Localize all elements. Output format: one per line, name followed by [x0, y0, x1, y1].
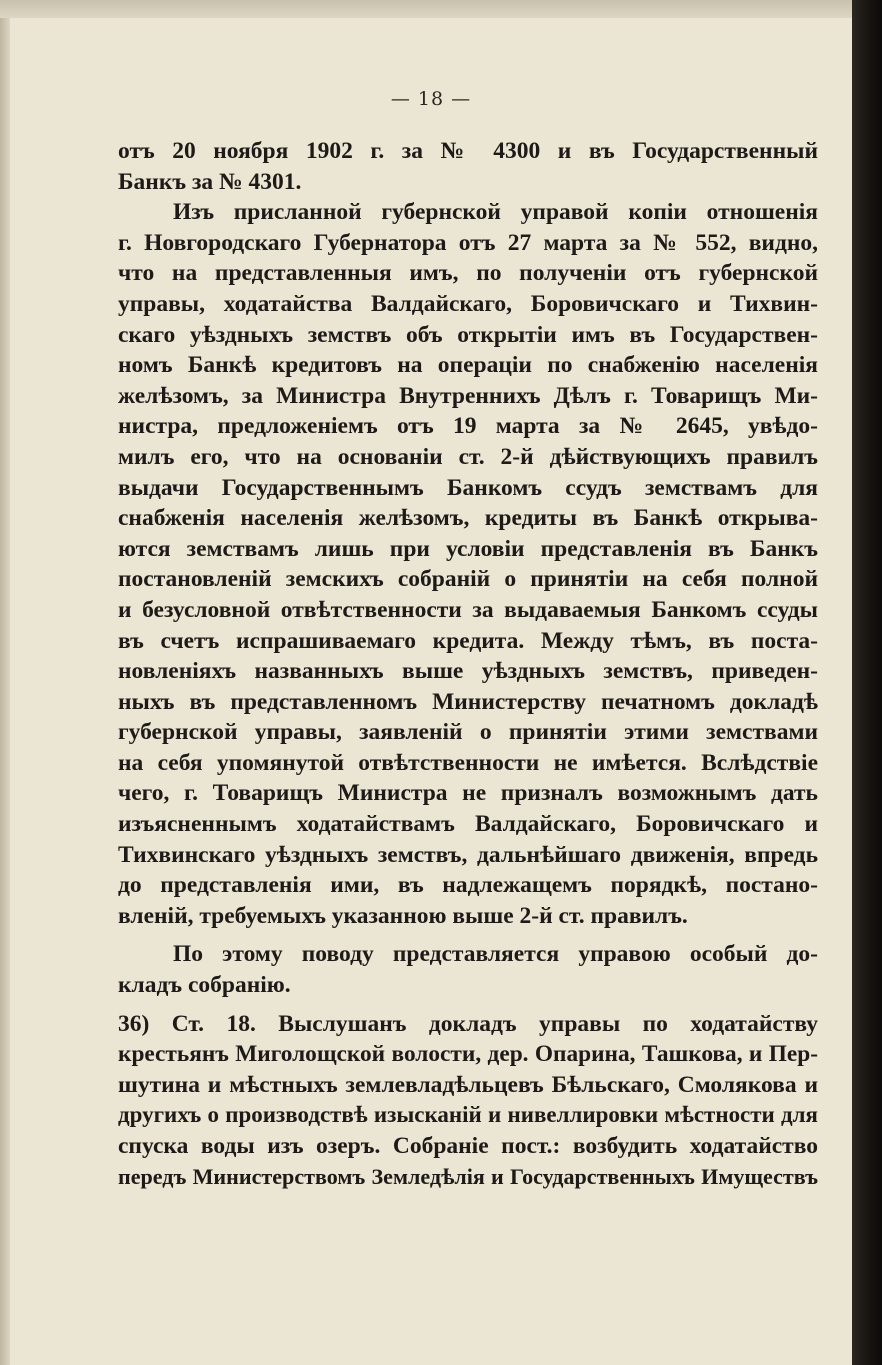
- text-line: что на представленныя имъ, по полученіи отъ губернской: [118, 260, 818, 287]
- text-line: скаго уѣздныхъ земствъ объ открытіи имъ въ Государствен-: [118, 321, 818, 348]
- text-line: шутина и мѣстныхъ землевладѣльцевъ Бѣльскаго, Смолякова и: [118, 1071, 818, 1098]
- text-line: По этому поводу представляется управою особый до-: [173, 941, 818, 968]
- text-line: и безусловной отвѣтственности за выдаваемыя Банкомъ ссуды: [118, 596, 818, 623]
- document-page: [10, 18, 852, 1365]
- text-line: желѣзомъ, за Министра Внутреннихъ Дѣлъ г. Товарищъ Ми-: [118, 382, 818, 409]
- text-line: ныхъ въ представленномъ Министерству печатномъ докладѣ: [118, 688, 818, 715]
- text-line: нистра, предложеніемъ отъ 19 марта за № 2645, увѣдо-: [118, 413, 818, 440]
- text-line: изъясненнымъ ходатайствамъ Валдайскаго, Боровичскаго и: [118, 811, 818, 838]
- page-top-edge: [0, 0, 852, 18]
- text-line: губернской управы, заявленій о принятіи этими земствами: [118, 719, 818, 746]
- text-line: отъ 20 ноября 1902 г. за № 4300 и въ Государственный: [118, 138, 818, 164]
- text-line: управы, ходатайства Валдайскаго, Боровичскаго и Тихвин-: [118, 290, 818, 317]
- text-line: новленіяхъ названныхъ выше уѣздныхъ земствъ, приведен-: [118, 658, 818, 685]
- paragraph-gap: [118, 1001, 818, 1009]
- text-line: чего, г. Товарищъ Министра не призналъ возможнымъ дать: [118, 780, 818, 807]
- text-line: Банкъ за № 4301.: [118, 168, 302, 195]
- text-line: 36) Ст. 18. Выслушанъ докладъ управы по ходатайству: [118, 1010, 818, 1037]
- text-line: кладъ собранію.: [118, 972, 291, 999]
- text-line: до представленія ими, въ надлежащемъ порядкѣ, постано-: [118, 872, 818, 899]
- text-line: г. Новгородскаго Губернатора отъ 27 марта за № 552, видно,: [118, 229, 818, 256]
- scan-dark-edge: [852, 0, 882, 1365]
- text-line: ются земствамъ лишь при условіи представленія въ Банкъ: [118, 535, 818, 562]
- text-line: спуска воды изъ озеръ. Собраніе пост.: возбудить ходатайство: [118, 1133, 818, 1159]
- text-line: передъ Министерствомъ Земледѣлія и Государственныхъ Имуществъ: [118, 1163, 818, 1189]
- text-line: милъ его, что на основаніи ст. 2-й дѣйствующихъ правилъ: [118, 443, 818, 470]
- text-line: вленій, требуемыхъ указанною выше 2-й ст. правилъ.: [118, 902, 688, 929]
- page-number: — 18 —: [390, 88, 472, 110]
- page-left-edge: [0, 0, 10, 1365]
- text-line: снабженія населенія желѣзомъ, кредиты въ Банкѣ открыва-: [118, 505, 818, 532]
- text-line: выдачи Государственнымъ Банкомъ ссудъ земствамъ для: [118, 474, 818, 501]
- text-line: крестьянъ Миголощской волости, дер. Опарина, Ташкова, и Пер-: [118, 1041, 818, 1068]
- text-line: номъ Банкѣ кредитовъ на операціи по снабженію населенія: [118, 352, 818, 379]
- text-line: Тихвинскаго уѣздныхъ земствъ, дальнѣйшаго движенія, впредь: [118, 841, 818, 868]
- text-line: на себя упомянутой отвѣтственности не имѣется. Вслѣдствіе: [118, 749, 818, 776]
- text-line: Изъ присланной губернской управой копіи отношенія: [173, 199, 818, 226]
- paragraph-gap: [118, 931, 818, 939]
- text-line: постановленій земскихъ собраній о принятіи на себя полной: [118, 566, 818, 593]
- text-line: въ счетъ испрашиваемаго кредита. Между тѣмъ, въ поста-: [118, 627, 818, 654]
- text-line: другихъ о производствѣ изысканій и нивеллировки мѣстности для: [118, 1102, 818, 1128]
- body-text: [118, 136, 818, 1192]
